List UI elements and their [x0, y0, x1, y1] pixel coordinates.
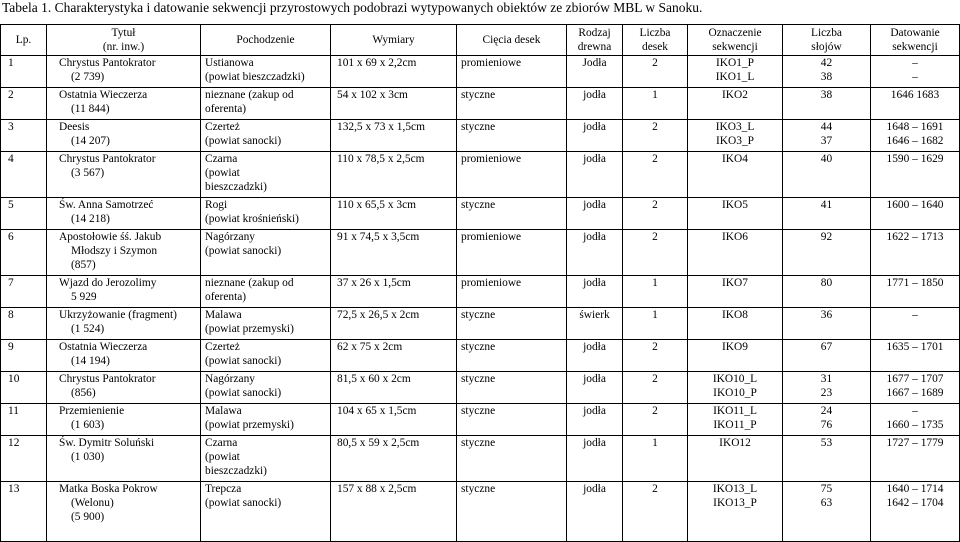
cell-dating: 1622 – 1713 [871, 230, 960, 276]
cell-origin: Ustianowa (powiat bieszczadzki) [201, 56, 331, 88]
cell-cut: styczne [457, 308, 567, 340]
cell-lp: 6 [1, 230, 47, 276]
cell-lp: 1 [1, 56, 47, 88]
cell-dating: – 1660 – 1735 [871, 404, 960, 436]
cell-dating: 1640 – 1714 1642 – 1704 [871, 482, 960, 542]
cell-rings: 42 38 [783, 56, 871, 88]
cell-cut: promieniowe [457, 152, 567, 198]
header-cut: Cięcia desek [457, 25, 567, 56]
cell-sequence-id: IKO6 [688, 230, 783, 276]
table-row [1, 276, 960, 308]
cell-dating: – [871, 308, 960, 340]
cell-dimensions: 110 x 78,5 x 2,5cm [331, 152, 457, 198]
cell-origin: Malawa (powiat przemyski) [201, 404, 331, 436]
cell-origin: Czerteż (powiat sanocki) [201, 120, 331, 152]
cell-sequence-id: IKO11_L IKO11_P [688, 404, 783, 436]
header-boards: Liczba desek [623, 25, 688, 56]
cell-rings: 80 [783, 276, 871, 308]
cell-lp: 12 [1, 436, 47, 482]
cell-sequence-id: IKO10_L IKO10_P [688, 372, 783, 404]
cell-sequence-id: IKO2 [688, 88, 783, 120]
cell-boards: 2 [623, 404, 688, 436]
cell-lp: 11 [1, 404, 47, 436]
cell-title: Apostołowie śś. Jakub Młodszy i Szymon (857) [47, 230, 201, 276]
cell-dimensions: 81,5 x 60 x 2cm [331, 372, 457, 404]
cell-sequence-id: IKO9 [688, 340, 783, 372]
cell-rings: 92 [783, 230, 871, 276]
cell-origin: Czerteż (powiat sanocki) [201, 340, 331, 372]
cell-boards: 2 [623, 120, 688, 152]
cell-sequence-id: IKO13_L IKO13_P [688, 482, 783, 542]
header-row [1, 25, 960, 56]
table-caption: Tabela 1. Charakterystyka i datowanie sekwencji przyrostowych podobrazi wytypowanych obiektów ze zbiorów MBL w Sanoku. [2, 0, 703, 15]
cell-dimensions: 91 x 74,5 x 3,5cm [331, 230, 457, 276]
cell-wood: jodła [567, 152, 623, 198]
cell-dating: 1771 – 1850 [871, 276, 960, 308]
cell-title: Ostatnia Wieczerza (11 844) [47, 88, 201, 120]
cell-title: Ukrzyżowanie (fragment) (1 524) [47, 308, 201, 340]
header-dimensions: Wymiary [331, 25, 457, 56]
cell-rings: 53 [783, 436, 871, 482]
cell-rings: 75 63 [783, 482, 871, 542]
cell-rings: 24 76 [783, 404, 871, 436]
table-row [1, 230, 960, 276]
table-row [1, 372, 960, 404]
cell-origin: nieznane (zakup od oferenta) [201, 276, 331, 308]
header-sequence-id: Oznaczenie sekwencji [688, 25, 783, 56]
header-lp: Lp. [1, 25, 47, 56]
cell-boards: 1 [623, 88, 688, 120]
cell-wood: jodła [567, 276, 623, 308]
cell-wood: świerk [567, 308, 623, 340]
cell-lp: 5 [1, 198, 47, 230]
cell-boards: 2 [623, 152, 688, 198]
data-table [0, 24, 960, 542]
cell-origin: Malawa (powiat przemyski) [201, 308, 331, 340]
cell-cut: styczne [457, 88, 567, 120]
cell-dimensions: 110 x 65,5 x 3cm [331, 198, 457, 230]
header-title: Tytuł (nr. inw.) [47, 25, 201, 56]
cell-lp: 10 [1, 372, 47, 404]
header-wood: Rodzaj drewna [567, 25, 623, 56]
cell-boards: 2 [623, 372, 688, 404]
cell-lp: 3 [1, 120, 47, 152]
cell-origin: Nagórzany (powiat sanocki) [201, 230, 331, 276]
cell-cut: styczne [457, 372, 567, 404]
cell-sequence-id: IKO4 [688, 152, 783, 198]
cell-boards: 2 [623, 230, 688, 276]
cell-sequence-id: IKO7 [688, 276, 783, 308]
cell-rings: 38 [783, 88, 871, 120]
cell-title: Ostatnia Wieczerza (14 194) [47, 340, 201, 372]
cell-dimensions: 37 x 26 x 1,5cm [331, 276, 457, 308]
table-row [1, 308, 960, 340]
cell-boards: 1 [623, 308, 688, 340]
cell-rings: 67 [783, 340, 871, 372]
cell-wood: jodła [567, 230, 623, 276]
cell-rings: 40 [783, 152, 871, 198]
cell-wood: jodła [567, 404, 623, 436]
header-origin: Pochodzenie [201, 25, 331, 56]
cell-sequence-id: IKO1_P IKO1_L [688, 56, 783, 88]
cell-wood: Jodła [567, 56, 623, 88]
cell-dimensions: 72,5 x 26,5 x 2cm [331, 308, 457, 340]
cell-boards: 1 [623, 276, 688, 308]
cell-title: Św. Anna Samotrzeć (14 218) [47, 198, 201, 230]
cell-sequence-id: IKO5 [688, 198, 783, 230]
cell-boards: 2 [623, 198, 688, 230]
cell-dating: 1677 – 1707 1667 – 1689 [871, 372, 960, 404]
cell-title: Deesis (14 207) [47, 120, 201, 152]
cell-dating: 1635 – 1701 [871, 340, 960, 372]
cell-wood: jodła [567, 436, 623, 482]
cell-wood: jodła [567, 120, 623, 152]
cell-lp: 13 [1, 482, 47, 542]
cell-rings: 31 23 [783, 372, 871, 404]
cell-cut: promieniowe [457, 276, 567, 308]
cell-cut: styczne [457, 482, 567, 542]
cell-rings: 36 [783, 308, 871, 340]
cell-wood: jodła [567, 88, 623, 120]
cell-wood: jodła [567, 372, 623, 404]
cell-origin: Rogi (powiat krośnieński) [201, 198, 331, 230]
cell-cut: styczne [457, 120, 567, 152]
cell-title: Wjazd do Jerozolimy 5 929 [47, 276, 201, 308]
cell-dimensions: 80,5 x 59 x 2,5cm [331, 436, 457, 482]
cell-sequence-id: IKO3_L IKO3_P [688, 120, 783, 152]
cell-wood: jodła [567, 198, 623, 230]
cell-dating: 1600 – 1640 [871, 198, 960, 230]
cell-dimensions: 132,5 x 73 x 1,5cm [331, 120, 457, 152]
cell-origin: Czarna (powiat bieszczadzki) [201, 152, 331, 198]
cell-boards: 2 [623, 56, 688, 88]
cell-origin: nieznane (zakup od oferenta) [201, 88, 331, 120]
table-row [1, 198, 960, 230]
cell-dimensions: 62 x 75 x 2cm [331, 340, 457, 372]
cell-origin: Trepcza (powiat sanocki) [201, 482, 331, 542]
cell-title: Chrystus Pantokrator (2 739) [47, 56, 201, 88]
header-rings: Liczba słojów [783, 25, 871, 56]
cell-dimensions: 54 x 102 x 3cm [331, 88, 457, 120]
cell-origin: Czarna (powiat bieszczadzki) [201, 436, 331, 482]
cell-dating: 1590 – 1629 [871, 152, 960, 198]
table-row [1, 56, 960, 88]
cell-sequence-id: IKO8 [688, 308, 783, 340]
cell-boards: 1 [623, 436, 688, 482]
cell-rings: 41 [783, 198, 871, 230]
cell-dimensions: 104 x 65 x 1,5cm [331, 404, 457, 436]
table-row [1, 340, 960, 372]
cell-sequence-id: IKO12 [688, 436, 783, 482]
cell-rings: 44 37 [783, 120, 871, 152]
header-dating: Datowanie sekwencji [871, 25, 960, 56]
cell-title: Św. Dymitr Soluński (1 030) [47, 436, 201, 482]
cell-dating: – – [871, 56, 960, 88]
cell-origin: Nagórzany (powiat sanocki) [201, 372, 331, 404]
table-row [1, 404, 960, 436]
cell-dimensions: 157 x 88 x 2,5cm [331, 482, 457, 542]
cell-lp: 2 [1, 88, 47, 120]
cell-title: Chrystus Pantokrator (856) [47, 372, 201, 404]
cell-dating: 1727 – 1779 [871, 436, 960, 482]
cell-cut: styczne [457, 436, 567, 482]
cell-dating: 1648 – 1691 1646 – 1682 [871, 120, 960, 152]
cell-wood: jodła [567, 340, 623, 372]
cell-title: Chrystus Pantokrator (3 567) [47, 152, 201, 198]
cell-lp: 8 [1, 308, 47, 340]
cell-cut: promieniowe [457, 230, 567, 276]
table-row [1, 88, 960, 120]
cell-lp: 4 [1, 152, 47, 198]
cell-dimensions: 101 x 69 x 2,2cm [331, 56, 457, 88]
cell-title: Przemienienie (1 603) [47, 404, 201, 436]
cell-boards: 2 [623, 482, 688, 542]
table-row [1, 436, 960, 482]
table-row [1, 120, 960, 152]
cell-title: Matka Boska Pokrow (Welonu) (5 900) [47, 482, 201, 542]
cell-cut: styczne [457, 340, 567, 372]
cell-cut: styczne [457, 198, 567, 230]
table-row [1, 482, 960, 542]
table-row [1, 152, 960, 198]
cell-boards: 2 [623, 340, 688, 372]
cell-lp: 7 [1, 276, 47, 308]
cell-cut: promieniowe [457, 56, 567, 88]
cell-dating: 1646 1683 [871, 88, 960, 120]
cell-wood: jodła [567, 482, 623, 542]
cell-lp: 9 [1, 340, 47, 372]
cell-cut: styczne [457, 404, 567, 436]
